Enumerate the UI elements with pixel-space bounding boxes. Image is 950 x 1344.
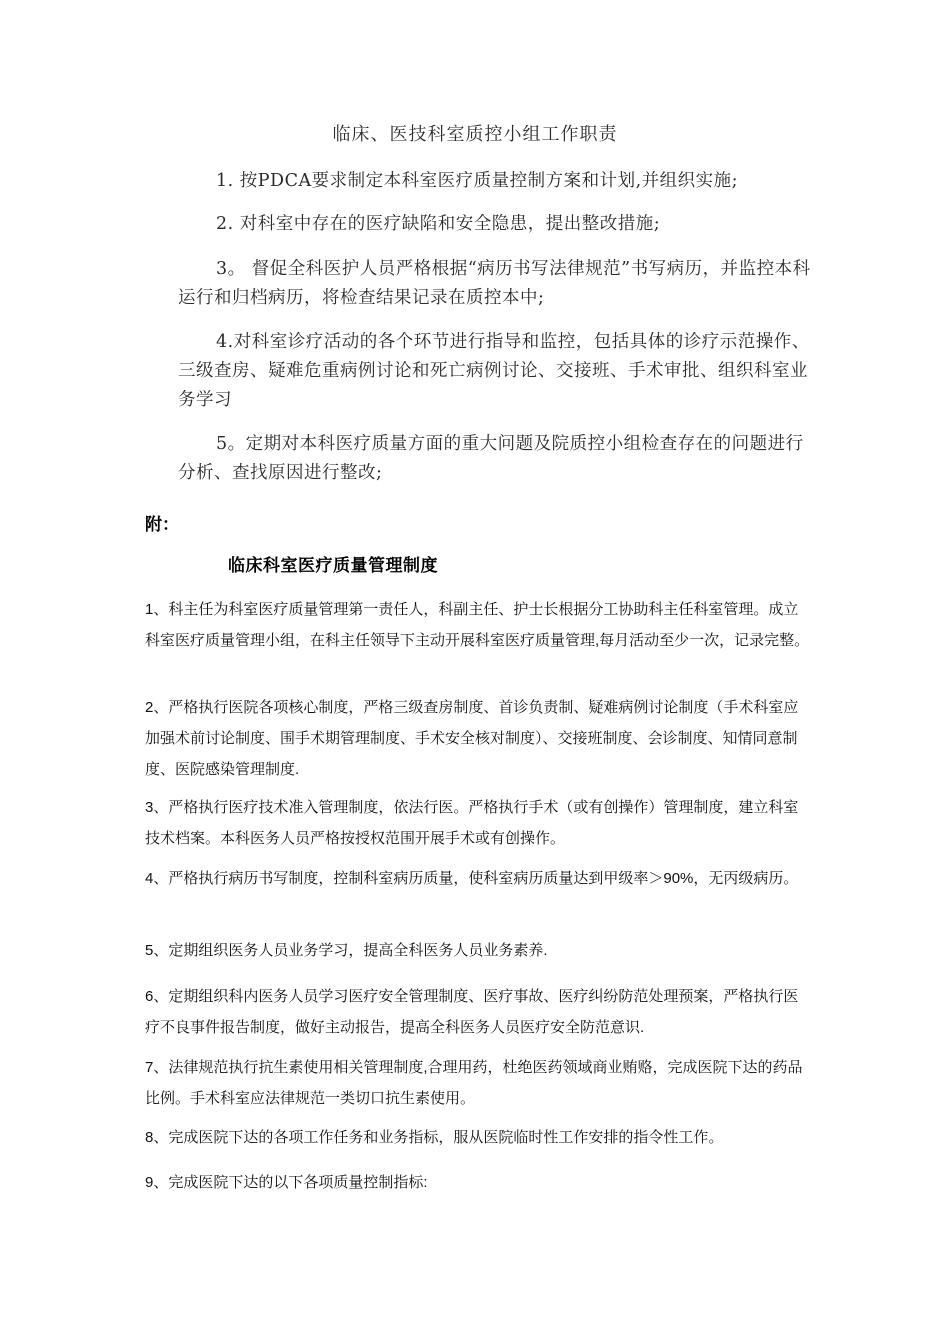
rule-item-4: 4、严格执行病历书写制度，控制科室病历质量，使科室病历质量达到甲级率＞90%，无丙级病历。 (145, 870, 799, 887)
rule-item-8: 8、完成医院下达的各项工作任务和业务指标，服从医院临时性工作安排的指令性工作。 (145, 1129, 724, 1146)
duty-item-3: 3。 督促全科医护人员严格根据“病历书写法律规范”书写病历，并监控本科运行和归档病历，将检查结果记录在质控本中; (178, 259, 811, 308)
rule-item-7: 7、法律规范执行抗生素使用相关管理制度,合理用药，杜绝医药领域商业贿赂，完成医院下达的药品比例。手术科室应法律规范一类切口抗生素使用。 (145, 1059, 803, 1107)
regulations-title: 临床科室医疗质量管理制度 (228, 556, 438, 575)
appendix-label: 附： (145, 515, 179, 534)
rule-item-9: 9、完成医院下达的以下各项质量控制指标: (145, 1174, 428, 1191)
duties-title: 临床、医技科室质控小组工作职责 (332, 124, 618, 145)
rule-item-5: 5、定期组织医务人员业务学习，提高全科医务人员业务素养. (145, 942, 548, 959)
rule-item-1: 1、科主任为科室医疗质量管理第一责任人，科副主任、护士长根据分工协助科主任科室管理。成立科室医疗质量管理小组，在科主任领导下主动开展科室医疗质量管理,每月活动至少一次，记录完整。 (145, 601, 810, 649)
rule-item-6: 6、定期组织科内医务人员学习医疗安全管理制度、医疗事故、医疗纠纷防范处理预案，严格执行医疗不良事件报告制度，做好主动报告，提高全科医务人员医疗安全防范意识. (145, 988, 799, 1036)
duty-item-1: 1. 按PDCA要求制定本科室医疗质量控制方案和计划,并组织实施; (216, 171, 739, 191)
duty-item-4: 4.对科室诊疗活动的各个环节进行指导和监控，包括具体的诊疗示范操作、三级查房、疑难危重病例讨论和死亡病例讨论、交接班、手术审批、组织科室业务学习 (178, 332, 810, 410)
rule-item-2: 2、严格执行医院各项核心制度，严格三级查房制度、首诊负责制、疑难病例讨论制度（手术科室应加强术前讨论制度、围手术期管理制度、手术安全核对制度）、交接班制度、会诊制度、知情同意制度、医院感染管理制度. (145, 699, 799, 778)
duty-item-2: 2. 对科室中存在的医疗缺陷和安全隐患，提出整改措施; (216, 214, 661, 234)
duty-item-5: 5。定期对本科医疗质量方面的重大问题及院质控小组检查存在的问题进行分析、查找原因进行整改; (178, 434, 804, 483)
rule-item-3: 3、严格执行医疗技术准入管理制度，依法行医。严格执行手术（或有创操作）管理制度，建立科室技术档案。本科医务人员严格按授权范围开展手术或有创操作。 (145, 799, 799, 847)
